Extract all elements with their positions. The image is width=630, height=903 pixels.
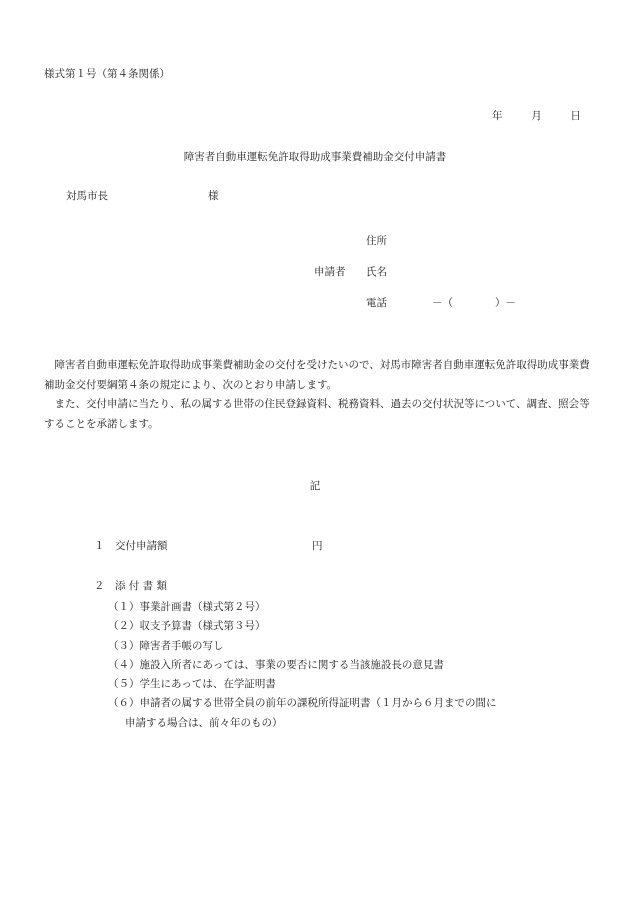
addressee-name: 対馬市長 bbox=[66, 190, 108, 202]
list-item: （４）施設入所者にあっては、事業の要否に関する当該施設長の意見書 bbox=[108, 658, 444, 671]
addressee-honorific: 様 bbox=[208, 190, 219, 202]
body-text bbox=[44, 356, 590, 434]
list-item: （１）事業計画書（様式第２号） bbox=[108, 601, 266, 613]
phone-format: －（ ）－ bbox=[432, 297, 516, 309]
list-item: （２）収支予算書（様式第３号） bbox=[108, 620, 266, 633]
applicant-label: 申請者 bbox=[314, 266, 346, 278]
body-paragraph-2: また、交付申請に当たり、私の属する世帯の住民登録資料、税務資料、過去の交付状況等について、調査、照会等することを承諾します。 bbox=[44, 398, 590, 430]
item-application-amount bbox=[94, 538, 323, 553]
date-day: 日 bbox=[570, 110, 581, 122]
item1-label: １ 交付申請額 bbox=[94, 540, 168, 552]
list-item: （３）障害者手帳の写し bbox=[108, 639, 224, 652]
addressee bbox=[66, 188, 219, 203]
list-item-continuation: 申請する場合は、前々年のもの） bbox=[125, 716, 283, 729]
form-number: 様式第１号（第４条関係） bbox=[44, 68, 170, 80]
attachments-list bbox=[108, 598, 497, 733]
name-label: 氏名 bbox=[366, 266, 387, 278]
address-label: 住所 bbox=[366, 235, 387, 247]
date-year: 年 bbox=[492, 110, 503, 122]
body-paragraph-1: 障害者自動車運転免許取得助成事業費補助金の交付を受けたいので、対馬市障害者自動車運転免許取得助成事業費補助金交付要綱第４条の規定により、次のとおり申請します。 bbox=[44, 359, 590, 391]
ki-heading: 記 bbox=[309, 480, 321, 492]
list-item: （５）学生にあっては、在学証明書 bbox=[108, 678, 276, 691]
list-item: （６）申請者の属する世帯全員の前年の課税所得証明書（１月から６月までの間に bbox=[108, 697, 497, 710]
phone-label: 電話 bbox=[366, 297, 387, 309]
item1-unit: 円 bbox=[312, 540, 323, 552]
date-line bbox=[492, 108, 581, 123]
item-attachments-heading: ２ 添 付 書 類 bbox=[94, 580, 168, 592]
document-title: 障害者自動車運転免許取得助成事業費補助金交付申請書 bbox=[183, 151, 447, 163]
date-month: 月 bbox=[531, 110, 542, 122]
